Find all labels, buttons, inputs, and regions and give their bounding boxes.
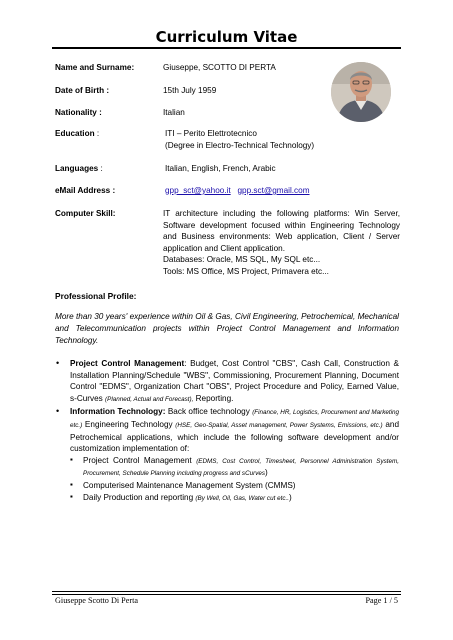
education-label: Education <box>55 129 95 138</box>
name-value: Giuseppe, SCOTTO DI PERTA <box>163 63 276 72</box>
footer-name: Giuseppe Scotto Di Perta <box>55 596 138 605</box>
nationality-value: Italian <box>163 108 185 117</box>
nationality-label: Nationality : <box>55 108 102 117</box>
education-line-1: ITI – Perito Elettrotecnico <box>165 129 257 138</box>
languages-colon: : <box>98 164 103 173</box>
bullet-information-technology: • Information Technology: Back office technology (Finance, HR, Logistics, Procurement and Marketing etc.) Engineering Technology (HSE, Geo-Spatial, Asset management, Power Systems, Emissions, etc.) and Petrochemical applications, which include the following software development and/or customization implementation of: <box>55 406 399 454</box>
sub-bullet-cmms: ▪ Computerised Maintenance Management System (CMMS) <box>55 480 399 492</box>
footer-page-number: Page 1 / 5 <box>365 596 398 605</box>
page-title: Curriculum Vitae <box>155 28 298 46</box>
skill-tools: Tools: MS Office, MS Project, Primavera etc... <box>163 266 329 276</box>
dob-label: Date of Birth : <box>55 86 110 95</box>
sub-bullet-daily-production: ▪ Daily Production and reporting (By Well, Oil, Gas, Water cut etc..) <box>55 492 399 505</box>
education-colon: : <box>94 129 100 138</box>
portrait-image <box>331 62 391 122</box>
sub-bullet-project-control: ▪ Project Control Management (EDMS, Cost Control, Timesheet, Personnel Administration System, Procurement, Schedule Planning including progress and sCurves) <box>55 455 399 480</box>
dob-value: 15th July 1959 <box>163 86 217 95</box>
profile-bullets <box>55 358 399 504</box>
bullet-project-control: • Project Control Management: Budget, Cost Control "CBS", Cash Call, Construction & Installation Planning/Schedule "WBS", Commissioning, Procurement Planning, Document Control "EDMS", Organization Chart "OBS", Project Procedure and Policy, Earned Value, s-Curves (Planned, Actual and Forecast), Reporting. <box>55 358 399 405</box>
email-label: eMail Address : <box>55 186 116 195</box>
name-label: Name and Surname: <box>55 63 135 72</box>
bullet-project-control-title: Project Control Management <box>70 359 185 368</box>
profile-photo <box>331 62 391 122</box>
skill-databases: Databases: Oracle, MS SQL, My SQL etc... <box>163 255 321 264</box>
education-line-2: (Degree in Electro-Technical Technology) <box>165 140 315 150</box>
footer-rule <box>52 591 401 595</box>
skill-description: IT architecture including the following platforms: Win Server, Software development focused within Engineering Technology and Business environments: Web application, Client / Server application and Client application. <box>163 209 400 253</box>
email-link-gmail[interactable]: gpp.sct@gmail.com <box>237 186 310 195</box>
languages-label: Languages <box>55 164 99 173</box>
title-underline <box>52 47 401 49</box>
profile-intro: More than 30 years' experience within Oil & Gas, Civil Engineering, Petrochemical, Mechanical and Telecommunication projects within Project Control Management and Information Technology. <box>55 312 399 345</box>
professional-profile-heading: Professional Profile: <box>55 291 137 301</box>
computer-skill-label: Computer Skill: <box>55 209 116 218</box>
languages-value: Italian, English, French, Arabic <box>165 164 276 173</box>
bullet-it-title: Information Technology: <box>70 407 166 417</box>
email-link-yahoo[interactable]: gpp_sct@yahoo.it <box>165 186 231 195</box>
